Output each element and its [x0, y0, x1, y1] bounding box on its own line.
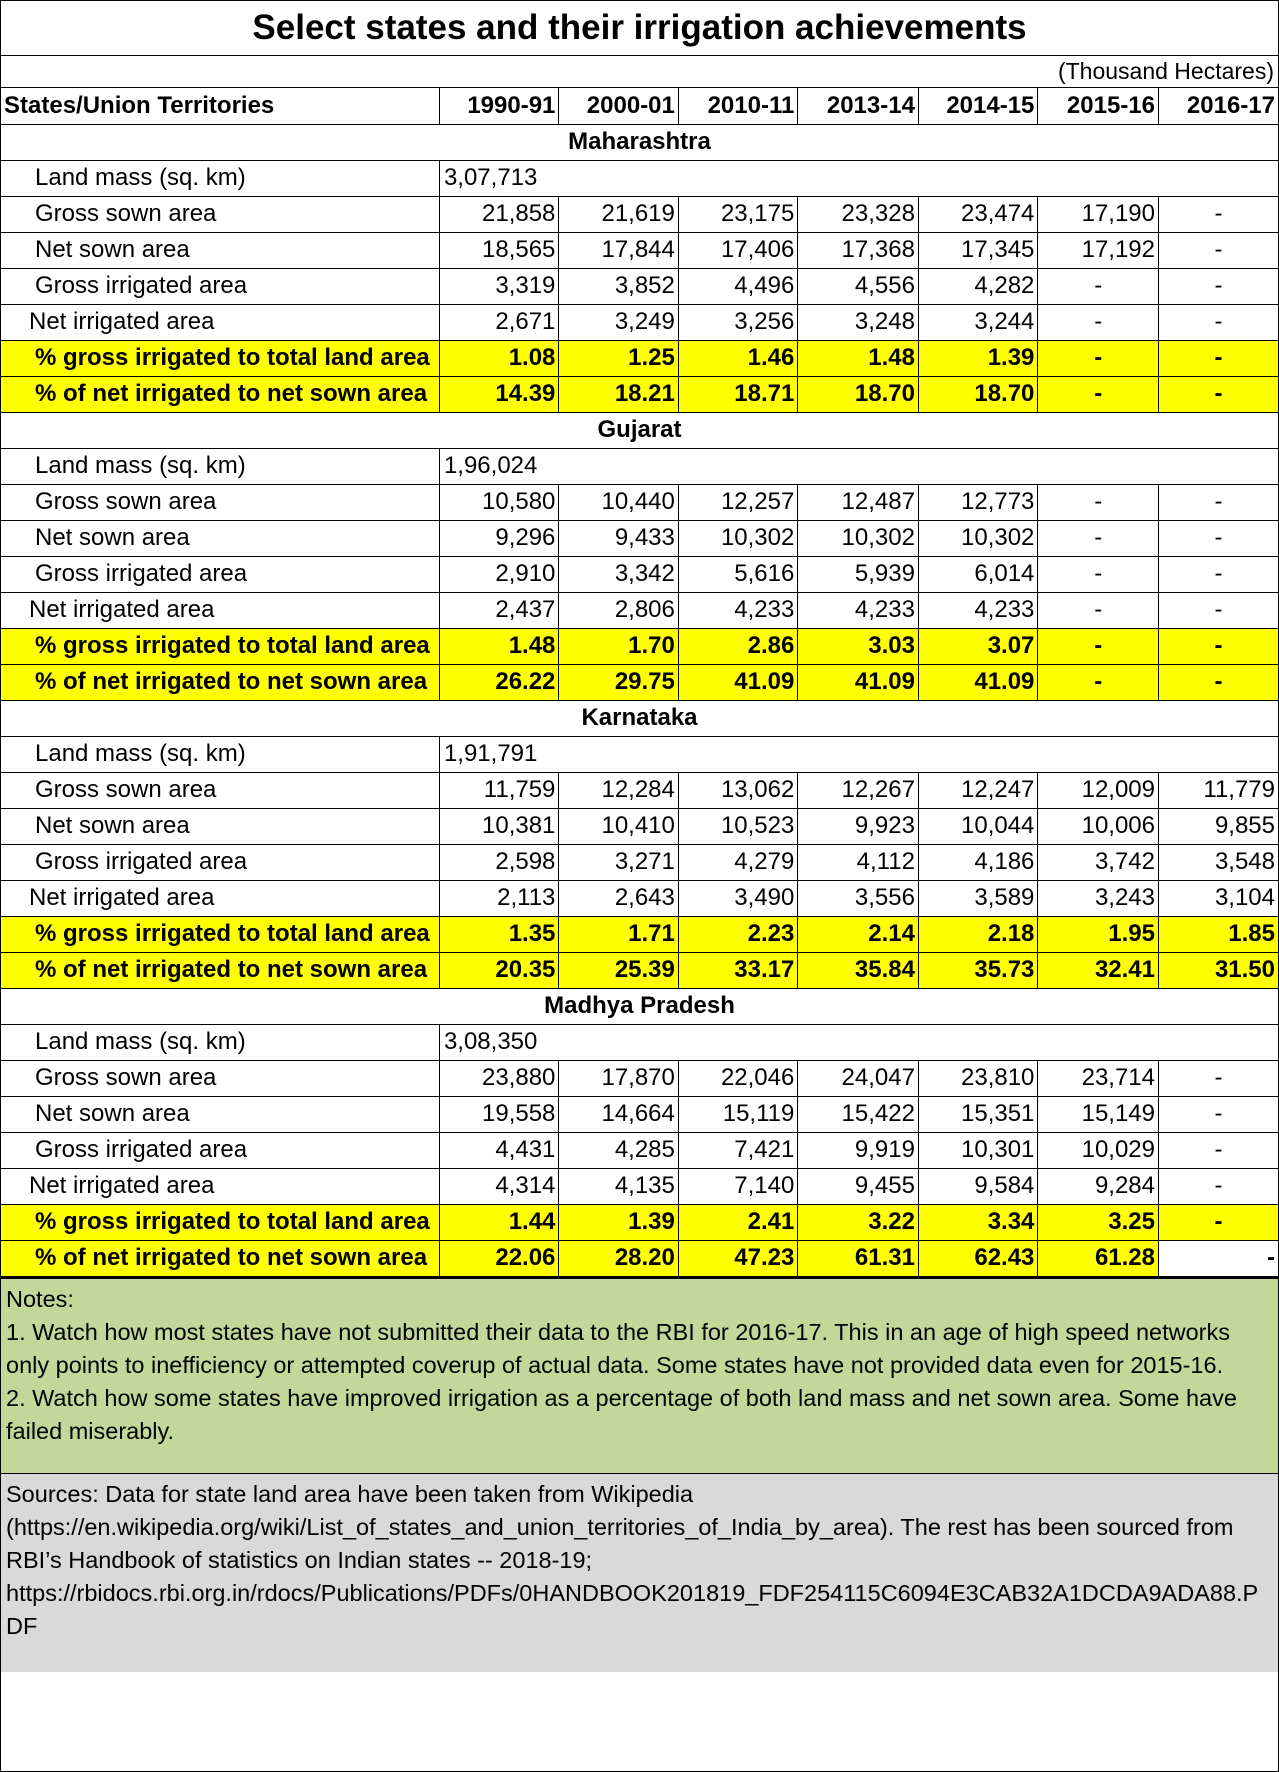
- table-cell: 12,257: [678, 484, 797, 520]
- table-cell: 1.71: [559, 916, 678, 952]
- table-cell: 10,410: [559, 808, 678, 844]
- table-cell: 2.86: [678, 628, 797, 664]
- table-cell: 21,858: [439, 196, 558, 232]
- table-cell: 3,589: [918, 880, 1037, 916]
- state-heading-row: [1, 124, 1278, 160]
- header-year: 1990-91: [439, 88, 558, 124]
- table-cell: 3,742: [1038, 844, 1159, 880]
- state-name: Madhya Pradesh: [1, 988, 1278, 1024]
- table-row: [1, 1168, 1278, 1204]
- table-cell: 1.25: [559, 340, 678, 376]
- highlight-row: [1, 628, 1278, 664]
- table-cell: 4,233: [678, 592, 797, 628]
- table-cell: -: [1159, 1132, 1279, 1168]
- table-cell: 10,523: [678, 808, 797, 844]
- header-year: 2015-16: [1038, 88, 1159, 124]
- table-cell: 1.39: [559, 1204, 678, 1240]
- table-cell: 1.95: [1038, 916, 1159, 952]
- row-label: Net irrigated area: [1, 880, 439, 916]
- table-cell: -: [1038, 268, 1159, 304]
- table-cell: 23,328: [798, 196, 919, 232]
- table-cell: -: [1159, 484, 1279, 520]
- table-cell: 3,548: [1159, 844, 1279, 880]
- table-cell: 23,474: [918, 196, 1037, 232]
- table-cell: -: [1038, 556, 1159, 592]
- table-cell: -: [1159, 1240, 1279, 1276]
- state-heading-row: [1, 988, 1278, 1024]
- table-cell: 9,455: [798, 1168, 919, 1204]
- table-cell: 1.48: [439, 628, 558, 664]
- table-cell: 33.17: [678, 952, 797, 988]
- table-cell: -: [1159, 1168, 1279, 1204]
- state-name: Gujarat: [1, 412, 1278, 448]
- table-cell: 3.07: [918, 628, 1037, 664]
- table-cell: 32.41: [1038, 952, 1159, 988]
- table-cell: -: [1038, 520, 1159, 556]
- table-cell: 62.43: [918, 1240, 1037, 1276]
- table-cell: 14,664: [559, 1096, 678, 1132]
- land-mass-value: 1,96,024: [439, 448, 1278, 484]
- table-row: [1, 1096, 1278, 1132]
- table-row: [1, 844, 1278, 880]
- header-year: 2000-01: [559, 88, 678, 124]
- row-label: Net sown area: [1, 808, 439, 844]
- table-cell: 12,487: [798, 484, 919, 520]
- table-cell: -: [1159, 520, 1279, 556]
- table-cell: 4,496: [678, 268, 797, 304]
- header-states: States/Union Territories: [1, 88, 439, 124]
- table-cell: 26.22: [439, 664, 558, 700]
- table-cell: 3,249: [559, 304, 678, 340]
- table-cell: 2,671: [439, 304, 558, 340]
- table-cell: 1.70: [559, 628, 678, 664]
- table-cell: 17,192: [1038, 232, 1159, 268]
- row-label: % of net irrigated to net sown area: [1, 376, 439, 412]
- table-cell: 25.39: [559, 952, 678, 988]
- header-row: [1, 88, 1278, 124]
- table-row: [1, 520, 1278, 556]
- table-cell: 1.35: [439, 916, 558, 952]
- table-cell: 3,104: [1159, 880, 1279, 916]
- table-cell: 2,643: [559, 880, 678, 916]
- row-label: Gross irrigated area: [1, 1132, 439, 1168]
- row-label: Gross sown area: [1, 484, 439, 520]
- table-cell: -: [1159, 592, 1279, 628]
- table-cell: -: [1159, 304, 1279, 340]
- row-label: % gross irrigated to total land area: [1, 340, 439, 376]
- row-label: Gross irrigated area: [1, 844, 439, 880]
- table-cell: 20.35: [439, 952, 558, 988]
- highlight-row: [1, 340, 1278, 376]
- unit-label: (Thousand Hectares): [1, 56, 1278, 88]
- table-cell: 2.18: [918, 916, 1037, 952]
- row-label: Net irrigated area: [1, 304, 439, 340]
- table-row: [1, 1132, 1278, 1168]
- land-mass-row: [1, 736, 1278, 772]
- table-cell: 41.09: [678, 664, 797, 700]
- row-label: Land mass (sq. km): [1, 448, 439, 484]
- table-cell: 3.03: [798, 628, 919, 664]
- land-mass-value: 3,07,713: [439, 160, 1278, 196]
- table-cell: 10,006: [1038, 808, 1159, 844]
- table-cell: -: [1159, 664, 1279, 700]
- table-cell: 4,431: [439, 1132, 558, 1168]
- table-cell: 23,175: [678, 196, 797, 232]
- table-cell: 4,285: [559, 1132, 678, 1168]
- table-cell: 10,302: [678, 520, 797, 556]
- table-cell: 5,616: [678, 556, 797, 592]
- table-cell: 41.09: [918, 664, 1037, 700]
- table-cell: 24,047: [798, 1060, 919, 1096]
- table-cell: 1.44: [439, 1204, 558, 1240]
- land-mass-row: [1, 1024, 1278, 1060]
- table-cell: 3,243: [1038, 880, 1159, 916]
- row-label: Net irrigated area: [1, 592, 439, 628]
- table-row: [1, 304, 1278, 340]
- notes-section: [1, 1277, 1278, 1474]
- table-cell: 3,556: [798, 880, 919, 916]
- table-cell: 2,806: [559, 592, 678, 628]
- table-cell: 7,421: [678, 1132, 797, 1168]
- table-cell: 4,135: [559, 1168, 678, 1204]
- table-cell: -: [1038, 376, 1159, 412]
- table-cell: 21,619: [559, 196, 678, 232]
- table-cell: 41.09: [798, 664, 919, 700]
- table-cell: 2.23: [678, 916, 797, 952]
- table-cell: 15,422: [798, 1096, 919, 1132]
- row-label: Gross sown area: [1, 196, 439, 232]
- header-year: 2016-17: [1159, 88, 1279, 124]
- table-cell: 3.34: [918, 1204, 1037, 1240]
- table-cell: 6,014: [918, 556, 1037, 592]
- table-cell: -: [1159, 196, 1279, 232]
- table-cell: 3,256: [678, 304, 797, 340]
- table-cell: 9,433: [559, 520, 678, 556]
- sources-section: [1, 1474, 1278, 1672]
- table-cell: 18.71: [678, 376, 797, 412]
- table-row: [1, 484, 1278, 520]
- table-row: [1, 232, 1278, 268]
- state-name: Maharashtra: [1, 124, 1278, 160]
- table-cell: 29.75: [559, 664, 678, 700]
- land-mass-row: [1, 160, 1278, 196]
- table-row: [1, 772, 1278, 808]
- table-cell: 10,302: [798, 520, 919, 556]
- table-cell: 61.28: [1038, 1240, 1159, 1276]
- table-cell: 12,267: [798, 772, 919, 808]
- table-cell: 10,302: [918, 520, 1037, 556]
- table-cell: 12,284: [559, 772, 678, 808]
- table-cell: 1.39: [918, 340, 1037, 376]
- table-cell: 17,844: [559, 232, 678, 268]
- table-cell: 11,759: [439, 772, 558, 808]
- row-label: % of net irrigated to net sown area: [1, 664, 439, 700]
- table-cell: 1.46: [678, 340, 797, 376]
- table-cell: -: [1159, 628, 1279, 664]
- table-cell: 28.20: [559, 1240, 678, 1276]
- table-cell: 4,282: [918, 268, 1037, 304]
- table-cell: 4,314: [439, 1168, 558, 1204]
- table-cell: 4,279: [678, 844, 797, 880]
- sources-url: https://rbidocs.rbi.org.in/rdocs/Publications/PDFs/0HANDBOOK201819_FDF254115C6094E3CAB32A1DCDA9ADA88.PDF: [6, 1579, 1259, 1639]
- row-label: Land mass (sq. km): [1, 736, 439, 772]
- table-cell: 17,345: [918, 232, 1037, 268]
- table-row: [1, 880, 1278, 916]
- table-row: [1, 1060, 1278, 1096]
- table-cell: 9,919: [798, 1132, 919, 1168]
- land-mass-value: 1,91,791: [439, 736, 1278, 772]
- highlight-row: [1, 664, 1278, 700]
- table-cell: 2.14: [798, 916, 919, 952]
- table-cell: -: [1159, 1204, 1279, 1240]
- table-cell: 12,009: [1038, 772, 1159, 808]
- table-cell: -: [1038, 304, 1159, 340]
- row-label: Net irrigated area: [1, 1168, 439, 1204]
- table-cell: 3,244: [918, 304, 1037, 340]
- table-cell: 17,368: [798, 232, 919, 268]
- table-cell: 14.39: [439, 376, 558, 412]
- highlight-row: [1, 952, 1278, 988]
- table-cell: 4,112: [798, 844, 919, 880]
- table-cell: 19,558: [439, 1096, 558, 1132]
- table-cell: -: [1038, 628, 1159, 664]
- table-cell: 1.48: [798, 340, 919, 376]
- row-label: % of net irrigated to net sown area: [1, 1240, 439, 1276]
- table-cell: 23,714: [1038, 1060, 1159, 1096]
- sources-text: Sources: Data for state land area have been taken from Wikipedia (https://en.wikipedia.org/wiki/List_of_states_and_union_territories_of_India_by_area). The rest has been sourced from RBI’s Handbook of statistics on Indian states -- 2018-19;: [6, 1480, 1234, 1573]
- table-cell: 13,062: [678, 772, 797, 808]
- state-name: Karnataka: [1, 700, 1278, 736]
- table-cell: 2,437: [439, 592, 558, 628]
- table-row: [1, 556, 1278, 592]
- table-cell: 15,149: [1038, 1096, 1159, 1132]
- table-cell: 18.21: [559, 376, 678, 412]
- table-cell: 17,870: [559, 1060, 678, 1096]
- table-cell: -: [1038, 592, 1159, 628]
- table-cell: 22.06: [439, 1240, 558, 1276]
- table-cell: 3,852: [559, 268, 678, 304]
- land-mass-value: 3,08,350: [439, 1024, 1278, 1060]
- table-cell: -: [1038, 484, 1159, 520]
- highlight-row: [1, 1240, 1278, 1276]
- table-cell: 17,190: [1038, 196, 1159, 232]
- row-label: Gross sown area: [1, 772, 439, 808]
- table-cell: 9,855: [1159, 808, 1279, 844]
- land-mass-row: [1, 448, 1278, 484]
- state-heading-row: [1, 412, 1278, 448]
- table-cell: -: [1038, 664, 1159, 700]
- table-cell: 4,233: [798, 592, 919, 628]
- table-cell: 2.41: [678, 1204, 797, 1240]
- table-cell: 2,598: [439, 844, 558, 880]
- irrigation-table: [1, 88, 1278, 1277]
- table-row: [1, 808, 1278, 844]
- row-label: % gross irrigated to total land area: [1, 916, 439, 952]
- table-cell: 3.25: [1038, 1204, 1159, 1240]
- row-label: Net sown area: [1, 232, 439, 268]
- table-cell: 61.31: [798, 1240, 919, 1276]
- page-title: Select states and their irrigation achievements: [1, 1, 1278, 56]
- table-cell: 3.22: [798, 1204, 919, 1240]
- header-year: 2014-15: [918, 88, 1037, 124]
- row-label: % gross irrigated to total land area: [1, 628, 439, 664]
- highlight-row: [1, 1204, 1278, 1240]
- table-cell: 3,319: [439, 268, 558, 304]
- table-cell: 15,119: [678, 1096, 797, 1132]
- table-cell: 10,029: [1038, 1132, 1159, 1168]
- table-cell: 9,284: [1038, 1168, 1159, 1204]
- notes-heading: Notes:: [6, 1285, 74, 1312]
- header-year: 2013-14: [798, 88, 919, 124]
- table-cell: 10,044: [918, 808, 1037, 844]
- table-cell: -: [1159, 1096, 1279, 1132]
- table-row: [1, 592, 1278, 628]
- row-label: Net sown area: [1, 1096, 439, 1132]
- table-cell: 10,381: [439, 808, 558, 844]
- table-cell: 3,248: [798, 304, 919, 340]
- table-cell: -: [1038, 340, 1159, 376]
- state-heading-row: [1, 700, 1278, 736]
- row-label: Land mass (sq. km): [1, 1024, 439, 1060]
- table-cell: 3,490: [678, 880, 797, 916]
- table-cell: 35.84: [798, 952, 919, 988]
- table-cell: -: [1159, 340, 1279, 376]
- table-cell: -: [1159, 376, 1279, 412]
- table-cell: 10,440: [559, 484, 678, 520]
- row-label: % of net irrigated to net sown area: [1, 952, 439, 988]
- table-cell: -: [1159, 556, 1279, 592]
- table-cell: 35.73: [918, 952, 1037, 988]
- table-cell: 9,584: [918, 1168, 1037, 1204]
- table-cell: 22,046: [678, 1060, 797, 1096]
- table-cell: 7,140: [678, 1168, 797, 1204]
- table-cell: 4,556: [798, 268, 919, 304]
- table-cell: 1.08: [439, 340, 558, 376]
- highlight-row: [1, 916, 1278, 952]
- table-cell: -: [1159, 1060, 1279, 1096]
- note-item-1: 1. Watch how most states have not submitted their data to the RBI for 2016-17. This in an age of high speed networks only points to inefficiency or attempted coverup of actual data. Some states have not provided data even for 2015-16.: [6, 1318, 1230, 1378]
- table-row: [1, 196, 1278, 232]
- table-cell: 15,351: [918, 1096, 1037, 1132]
- table-row: [1, 268, 1278, 304]
- table-cell: 12,247: [918, 772, 1037, 808]
- header-year: 2010-11: [678, 88, 797, 124]
- table-cell: 3,342: [559, 556, 678, 592]
- note-item-2: 2. Watch how some states have improved irrigation as a percentage of both land mass and net sown area. Some have failed miserably.: [6, 1384, 1237, 1444]
- table-cell: 10,580: [439, 484, 558, 520]
- table-cell: 23,880: [439, 1060, 558, 1096]
- table-cell: 5,939: [798, 556, 919, 592]
- table-cell: 4,233: [918, 592, 1037, 628]
- table-cell: 18.70: [918, 376, 1037, 412]
- table-cell: 18.70: [798, 376, 919, 412]
- table-cell: 9,296: [439, 520, 558, 556]
- table-cell: 31.50: [1159, 952, 1279, 988]
- row-label: % gross irrigated to total land area: [1, 1204, 439, 1240]
- table-cell: -: [1159, 232, 1279, 268]
- table-cell: 47.23: [678, 1240, 797, 1276]
- table-cell: 11,779: [1159, 772, 1279, 808]
- table-cell: 4,186: [918, 844, 1037, 880]
- row-label: Gross irrigated area: [1, 268, 439, 304]
- table-cell: -: [1159, 268, 1279, 304]
- table-cell: 18,565: [439, 232, 558, 268]
- table-cell: 10,301: [918, 1132, 1037, 1168]
- table-cell: 1.85: [1159, 916, 1279, 952]
- row-label: Land mass (sq. km): [1, 160, 439, 196]
- table-cell: 2,910: [439, 556, 558, 592]
- table-cell: 17,406: [678, 232, 797, 268]
- highlight-row: [1, 376, 1278, 412]
- table-cell: 12,773: [918, 484, 1037, 520]
- table-cell: 23,810: [918, 1060, 1037, 1096]
- row-label: Gross irrigated area: [1, 556, 439, 592]
- table-cell: 9,923: [798, 808, 919, 844]
- row-label: Gross sown area: [1, 1060, 439, 1096]
- table-cell: 3,271: [559, 844, 678, 880]
- row-label: Net sown area: [1, 520, 439, 556]
- table-cell: 2,113: [439, 880, 558, 916]
